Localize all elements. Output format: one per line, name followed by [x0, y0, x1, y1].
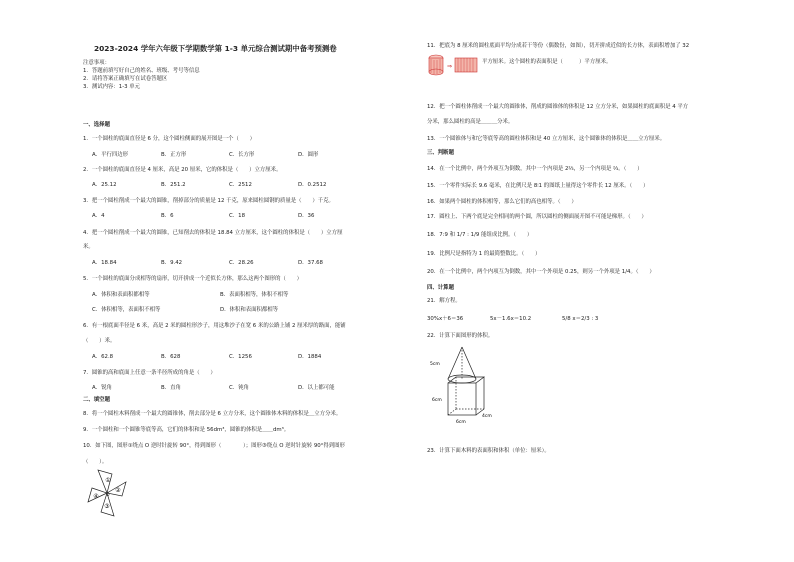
pinwheel-figure [84, 468, 130, 518]
option: D．圆形 [298, 152, 319, 158]
notes-heading: 注意事项： [83, 60, 110, 66]
option: B．正方形 [161, 152, 187, 158]
section-fill-heading: 二、填空题 [83, 397, 110, 403]
option: A．18.84 [92, 260, 117, 266]
fill-question: 12．把一个圆柱体削成一个最大的圆锥体，削成的圆锥体的体积是 12 立方分米，如果圆柱的底面积是 4 平方 [427, 104, 689, 110]
judge-question: 15．一个零件实际长 9.6 毫米，在比例尺是 8∶1 的图纸上量得这个零件长 12 厘米。（ ） [427, 183, 649, 189]
question-stem-cont: （ ）米。 [83, 338, 116, 344]
equation: 30%x＋6＝36 [427, 316, 464, 322]
calc-question: 23．计算下面木料的表面积和体积（单位：厘米）。 [427, 448, 550, 454]
question-stem-cont: 米。 [83, 244, 94, 250]
judge-question: 16．如果两个圆柱的体积相等，那么它们的高也相等。（ ） [427, 199, 577, 205]
question-stem: 7．圆锥的高和底面上任意一条半径所成的角是（ ） [83, 370, 216, 376]
cone-prism-figure [428, 343, 508, 425]
option: A．锐角 [92, 385, 112, 391]
fill-question-cont: 平方厘米。这个圆柱的表面积是（ ）平方厘米。 [482, 59, 612, 65]
pinwheel-label: ② [115, 487, 121, 494]
question-stem: 2．一个圆柱的底面直径是 4 厘米，高是 20 厘米，它的体积是（ ）立方厘米。 [83, 167, 282, 173]
option: A．平行四边形 [92, 152, 129, 158]
fill-question-cont: 分米，那么圆柱的高是＿＿＿分米。 [427, 119, 514, 125]
equation: 5/8 x＝2/3 : 3 [562, 316, 599, 322]
option: B．251.2 [161, 182, 186, 188]
fill-question: 9．一个圆柱和一个圆锥等底等高，它们的体积和是 56dm³，圆锥的体积是＿＿dm³。 [83, 427, 290, 433]
fill-question-cont: （ ）。 [83, 459, 108, 465]
note-item: 3．测试内容：1-3 单元 [83, 84, 141, 90]
question-stem: 4．把一个圆柱削成一个最大的圆锥，已知削去的体积是 18.84 立方厘米，这个圆柱的体积是（ ）立方厘 [83, 230, 343, 236]
option: A．4 [92, 213, 105, 219]
section-judge-heading: 三、判断题 [427, 150, 454, 156]
option: C．2512 [229, 182, 252, 188]
question-stem: 5．一个圆柱的底面分成相等的扇形，切开拼成一个近似长方体，那么这两个图形的（ ） [83, 276, 303, 282]
judge-question: 17．圆柱上、下两个底是完全相同的两个圆，所以圆柱的侧面展开图不可能是梯形。（ ） [427, 214, 647, 220]
exam-title: 2023-2024 学年六年级下学期数学第 1-3 单元综合测试期中备考预测卷 [94, 44, 337, 53]
question-stem: 3．把一个圆柱削成一个最大的圆锥，削掉部分的质量是 12 千克，原来圆柱圆钢的质量是（ ）千克。 [83, 198, 334, 204]
question-stem: 6．有一根底面半径是 6 米，高是 2 米的圆柱形沙子，用这堆沙子在宽 6 米的公路上铺 2 厘米厚的路面，能铺 [83, 323, 346, 329]
option: D．体积和表面积都相等 [220, 307, 279, 313]
option: C．长方形 [229, 152, 255, 158]
option: B．表面积相等，体积不相等 [220, 292, 289, 298]
option: C．体积相等，表面积不相等 [92, 307, 161, 313]
option: C．28.26 [229, 260, 254, 266]
option: D．1884 [298, 354, 322, 360]
option: D．0.2512 [298, 182, 327, 188]
option: A．25.12 [92, 182, 117, 188]
note-item: 2．请将答案正确填写在试卷答题区 [83, 76, 168, 82]
calc-question: 22．计算下面图形的体积。 [427, 333, 494, 339]
equation: 5x－1.6x＝10.2 [490, 316, 532, 322]
option: A．62.8 [92, 354, 114, 360]
pinwheel-label: ③ [104, 503, 110, 510]
option: B．直角 [161, 385, 181, 391]
option: D．37.68 [298, 260, 323, 266]
cylinder-slice-figure [428, 52, 480, 80]
calc-question: 21．解方程。 [427, 298, 461, 304]
pinwheel-label: ④ [93, 493, 99, 500]
section-choice-heading: 一、选择题 [83, 122, 110, 128]
fill-question: 13．一个圆锥体与和它等底等高的圆柱体积和是 40 立方厘米，这个圆锥体的体积是＿＿立方厘米。 [427, 136, 666, 142]
option: D．36 [298, 213, 315, 219]
svg-text:⇒: ⇒ [447, 63, 453, 70]
fill-question: 8．将一个圆柱木料削成一个最大的圆锥体，削去部分是 6 立方分米，这个圆锥体木料的体积是＿立方分米。 [83, 411, 342, 417]
option: D．以上都可能 [298, 385, 335, 391]
judge-question: 18．7:9 和 1/7 : 1/9 能组成比例。（ ） [427, 232, 533, 238]
option: A．体积和表面积都相等 [92, 292, 150, 298]
fill-question: 11．把底为 8 厘米的圆柱底面平均分成若干等份（偶数份，如图），切开拼成近似的长方体，表面积增加了 32 [427, 43, 690, 49]
judge-question: 14．在一个比例中，两个外项互为倒数，其中一个内项是 2⅔，另一个内项是 ⅔。（ ） [427, 166, 643, 172]
judge-question: 19．比例尺是指特为 1 的最简整数比。（ ） [427, 251, 541, 257]
question-stem: 1．一个圆柱的底面直径是 6 分，这个圆柱侧面的展开图是一个（ ） [83, 136, 256, 142]
option: B．628 [161, 354, 181, 360]
pinwheel-label: ① [105, 477, 111, 484]
option: B．9.42 [161, 260, 183, 266]
dimension-label: 6cm [456, 420, 466, 425]
option: C．钝角 [229, 385, 249, 391]
section-calc-heading: 四、计算题 [427, 285, 454, 291]
dimension-label: 4cm [482, 414, 492, 419]
dimension-label: 5cm [430, 362, 440, 367]
option: B．6 [161, 213, 174, 219]
fill-question: 10．如下图，图形①绕点 O 逆时针旋转 90°，得到图形（ ）；图形③绕点 O 逆时针旋转 90°得到图形 [83, 443, 345, 449]
option: C．18 [229, 213, 246, 219]
dimension-label: 6cm [432, 398, 442, 403]
option: C．1256 [229, 354, 252, 360]
judge-question: 20．在一个比例中，两个内项互为倒数，其中一个外项是 0.25，则另一个外项是 1/4。（ ） [427, 269, 655, 275]
note-item: 1．答题前填写好自己的姓名、班级、考号等信息 [83, 68, 200, 74]
pinwheel-center-label: O [106, 492, 110, 497]
